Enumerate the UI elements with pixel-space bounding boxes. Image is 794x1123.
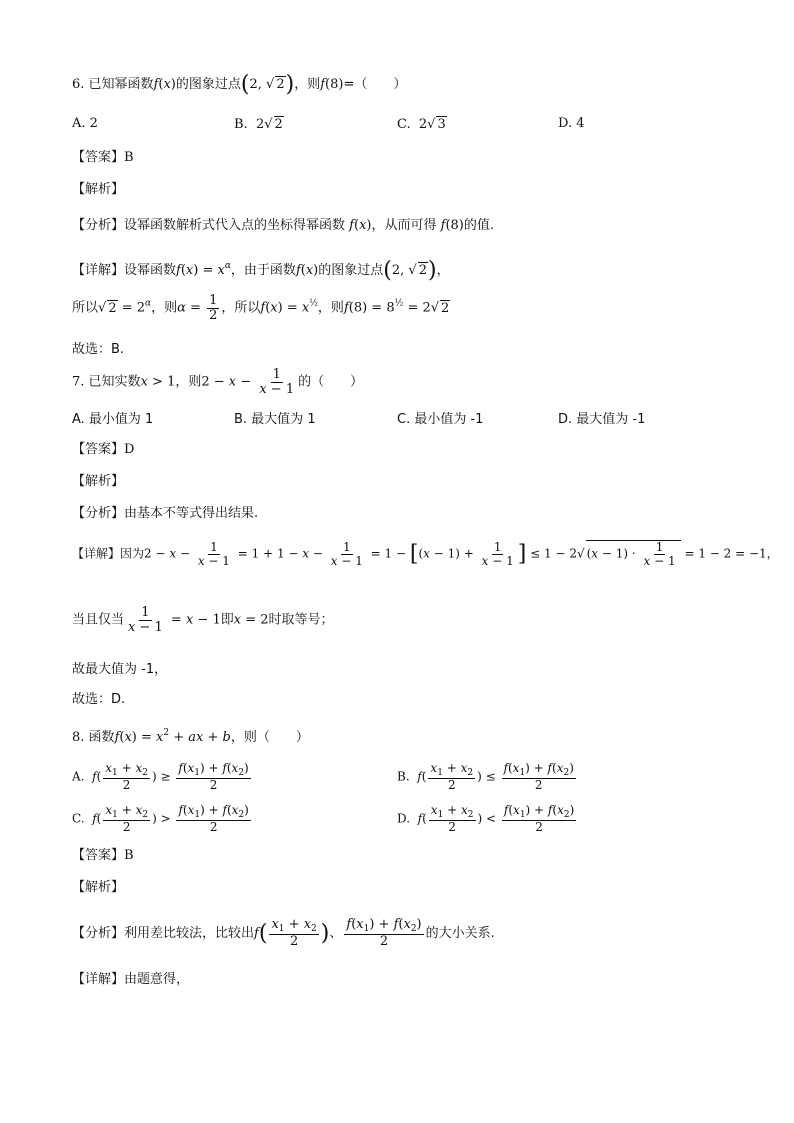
q6-answer: 【答案】B bbox=[72, 150, 134, 165]
q7-option-c: C. 最小值为 -1 bbox=[397, 412, 484, 427]
q7-fenxi: 【分析】由基本不等式得出结果. bbox=[72, 506, 259, 521]
q8-stem: 8. 函数$f(x) = x^2$ + ax + b，则（ ） bbox=[72, 728, 309, 745]
q8-option-c: C. f( $\frac{x_1 + x_2}{2}$ ) > $\frac{f(x_1) + f(x_2)}{2}$ bbox=[72, 803, 249, 835]
q7-equality: 当且仅当 $\frac{1}{x - 1}$ = x − 1即x = 2时取等号； bbox=[72, 605, 334, 635]
q8-jiexi: 【解析】 bbox=[72, 880, 125, 895]
q8-fenxi: 【分析】利用差比较法，比较出f( $\frac{x_1 + x_2}{2}$ )、 $\frac{f(x_1) + f(x_2)}{2}$ 的大小关系. bbox=[72, 917, 495, 950]
q8-option-b: B. f( $\frac{x_1 + x_2}{2}$ ) ≤ $\frac{f(x_1) + f(x_2)}{2}$ bbox=[397, 761, 574, 793]
q6-conclusion: 故选：B. bbox=[72, 342, 125, 357]
q8-option-d: D. f( $\frac{x_1 + x_2}{2}$ ) < $\frac{f(x_1) + f(x_2)}{2}$ bbox=[397, 803, 575, 835]
q6-option-b: B. 2√ 2 bbox=[234, 117, 283, 132]
q7-option-d: D. 最大值为 -1 bbox=[558, 412, 646, 427]
q6-option-c: C. 2√ 3 bbox=[397, 117, 446, 132]
q7-xiangjie: 【详解】因为2 − x − $\frac{1}{x - 1}$ = 1 + 1 − x − $\frac{1}{x - 1}$ = 1 − [(x − 1) + $\frac{1}{x - 1}$ ] ≤ 1 − 2√ (x − 1) · $\frac{1}{x - 1}$ = 1 − 2 = −1， bbox=[72, 540, 779, 568]
q7-option-b: B. 最大值为 1 bbox=[234, 412, 316, 427]
q8-answer: 【答案】B bbox=[72, 848, 134, 863]
q6-stem: 6. 已知幂函数f(x)的图象过点(2, √ 2)，则f(8)=（ ） bbox=[72, 72, 407, 97]
q7-jiexi: 【解析】 bbox=[72, 474, 125, 489]
q6-derivation: 所以√ $2 = 2^\alpha$，则α = $\frac{1}{2}$ ，所以$f(x) = x^{\frac{1}{2}}$，则$f(8) = 8^{\frac{1}{2}} = 2√$ 2 bbox=[72, 293, 450, 323]
q7-conclusion: 故选：D. bbox=[72, 692, 126, 707]
q6-option-d: D. 4 bbox=[558, 116, 585, 131]
q6-xiangjie: 【详解】设幂函数$f(x) = x^\alpha$，由于函数f(x)的图象过点(2, √ 2)， bbox=[72, 258, 450, 283]
q7-answer: 【答案】D bbox=[72, 442, 135, 457]
q6-fenxi: 【分析】设幂函数解析式代入点的坐标得幂函数 f(x)，从而可得 f(8)的值. bbox=[72, 218, 495, 233]
q8-xiangjie: 【详解】由题意得， bbox=[72, 972, 190, 987]
q8-option-a: A. f( $\frac{x_1 + x_2}{2}$ ) ≥ $\frac{f(x_1) + f(x_2)}{2}$ bbox=[72, 761, 249, 793]
q7-max: 故最大值为 -1， bbox=[72, 662, 168, 677]
q6-jiexi: 【解析】 bbox=[72, 182, 125, 197]
q6-option-a: A. 2 bbox=[72, 116, 98, 131]
q7-stem: 7. 已知实数x > 1，则2 − x − $\frac{1}{x - 1}$ 的（ ） bbox=[72, 367, 364, 397]
q7-option-a: A. 最小值为 1 bbox=[72, 412, 154, 427]
